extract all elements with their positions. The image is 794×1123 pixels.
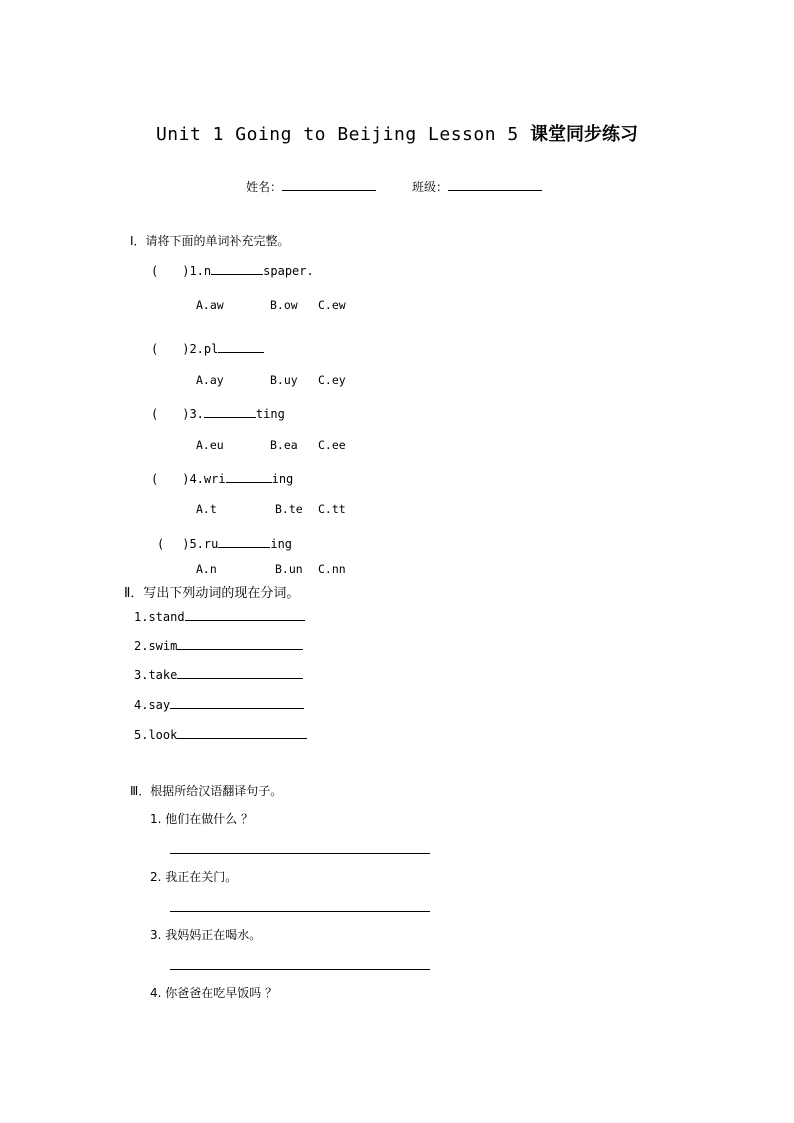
option-b: B.uy bbox=[270, 373, 298, 387]
question-stem: )2.pl bbox=[182, 342, 219, 356]
class-blank[interactable] bbox=[448, 178, 542, 191]
paren: ( bbox=[157, 537, 165, 551]
option-b: B.un bbox=[275, 562, 303, 576]
paren: ( bbox=[151, 407, 159, 421]
option-b: B.ea bbox=[270, 438, 298, 452]
question-rest: ing bbox=[271, 472, 294, 486]
verb-item-2 bbox=[134, 637, 303, 653]
answer-blank[interactable] bbox=[218, 340, 264, 353]
question-stem: )5.ru bbox=[182, 537, 219, 551]
option-c: C.ey bbox=[318, 373, 346, 387]
name-label: 姓名： bbox=[246, 180, 283, 194]
question-4 bbox=[151, 470, 293, 486]
options-4 bbox=[196, 502, 346, 516]
verb-label: 4.say bbox=[134, 698, 171, 712]
answer-blank[interactable] bbox=[170, 696, 304, 709]
paren: ( bbox=[151, 472, 159, 486]
translate-item-2: 2. 我正在关门。 bbox=[150, 870, 238, 884]
verb-item-3 bbox=[134, 666, 303, 682]
answer-blank[interactable] bbox=[185, 608, 305, 621]
question-stem: )3. bbox=[182, 407, 204, 421]
verb-label: 2.swim bbox=[134, 639, 178, 653]
question-2 bbox=[151, 340, 264, 356]
question-1 bbox=[151, 262, 314, 278]
answer-blank[interactable] bbox=[226, 470, 272, 483]
options-5 bbox=[196, 562, 346, 576]
class-field bbox=[412, 178, 542, 195]
option-c: C.tt bbox=[318, 502, 346, 516]
option-c: C.ee bbox=[318, 438, 346, 452]
paren: ( bbox=[151, 264, 159, 278]
question-rest: ting bbox=[255, 407, 285, 421]
page-title bbox=[0, 120, 794, 146]
answer-blank[interactable] bbox=[218, 535, 270, 548]
answer-line-1[interactable] bbox=[170, 853, 430, 854]
option-b: B.ow bbox=[270, 298, 298, 312]
option-c: C.ew bbox=[318, 298, 346, 312]
section-2-heading: Ⅱ．写出下列动词的现在分词。 bbox=[124, 586, 300, 601]
verb-item-5 bbox=[134, 726, 307, 742]
question-stem: )4.wri bbox=[182, 472, 226, 486]
option-a: A.eu bbox=[196, 438, 224, 452]
verb-item-4 bbox=[134, 696, 304, 712]
paren: ( bbox=[151, 342, 159, 356]
option-a: A.t bbox=[196, 502, 217, 516]
answer-blank[interactable] bbox=[211, 262, 263, 275]
answer-line-3[interactable] bbox=[170, 969, 430, 970]
option-a: A.n bbox=[196, 562, 217, 576]
section-3-heading: Ⅲ．根据所给汉语翻译句子。 bbox=[130, 784, 283, 798]
question-5 bbox=[157, 535, 292, 551]
question-stem: )1.n bbox=[182, 264, 212, 278]
question-3 bbox=[151, 405, 285, 421]
options-1 bbox=[196, 298, 346, 312]
question-rest: ing bbox=[270, 537, 293, 551]
answer-blank[interactable] bbox=[177, 637, 303, 650]
translate-item-4: 4. 你爸爸在吃早饭吗 ？ bbox=[150, 986, 278, 1000]
question-rest: spaper. bbox=[263, 264, 314, 278]
verb-label: 5.look bbox=[134, 728, 178, 742]
options-2 bbox=[196, 373, 346, 387]
answer-blank[interactable] bbox=[177, 666, 303, 679]
translate-item-1: 1. 他们在做什么 ？ bbox=[150, 812, 254, 826]
option-b: B.te bbox=[275, 502, 303, 516]
title-en: Unit 1 Going to Beijing Lesson 5 bbox=[155, 124, 519, 145]
name-field bbox=[246, 178, 376, 195]
verb-item-1 bbox=[134, 608, 305, 624]
options-3 bbox=[196, 438, 346, 452]
option-a: A.aw bbox=[196, 298, 224, 312]
answer-blank[interactable] bbox=[177, 726, 307, 739]
class-label: 班级： bbox=[412, 180, 449, 194]
answer-blank[interactable] bbox=[204, 405, 256, 418]
translate-item-3: 3. 我妈妈正在喝水。 bbox=[150, 928, 262, 942]
section-1-heading: Ⅰ．请将下面的单词补充完整。 bbox=[130, 234, 290, 248]
answer-line-2[interactable] bbox=[170, 911, 430, 912]
name-blank[interactable] bbox=[282, 178, 376, 191]
verb-label: 3.take bbox=[134, 668, 178, 682]
title-cn: 课堂同步练习 bbox=[530, 124, 639, 145]
option-a: A.ay bbox=[196, 373, 224, 387]
option-c: C.nn bbox=[318, 562, 346, 576]
verb-label: 1.stand bbox=[134, 610, 185, 624]
